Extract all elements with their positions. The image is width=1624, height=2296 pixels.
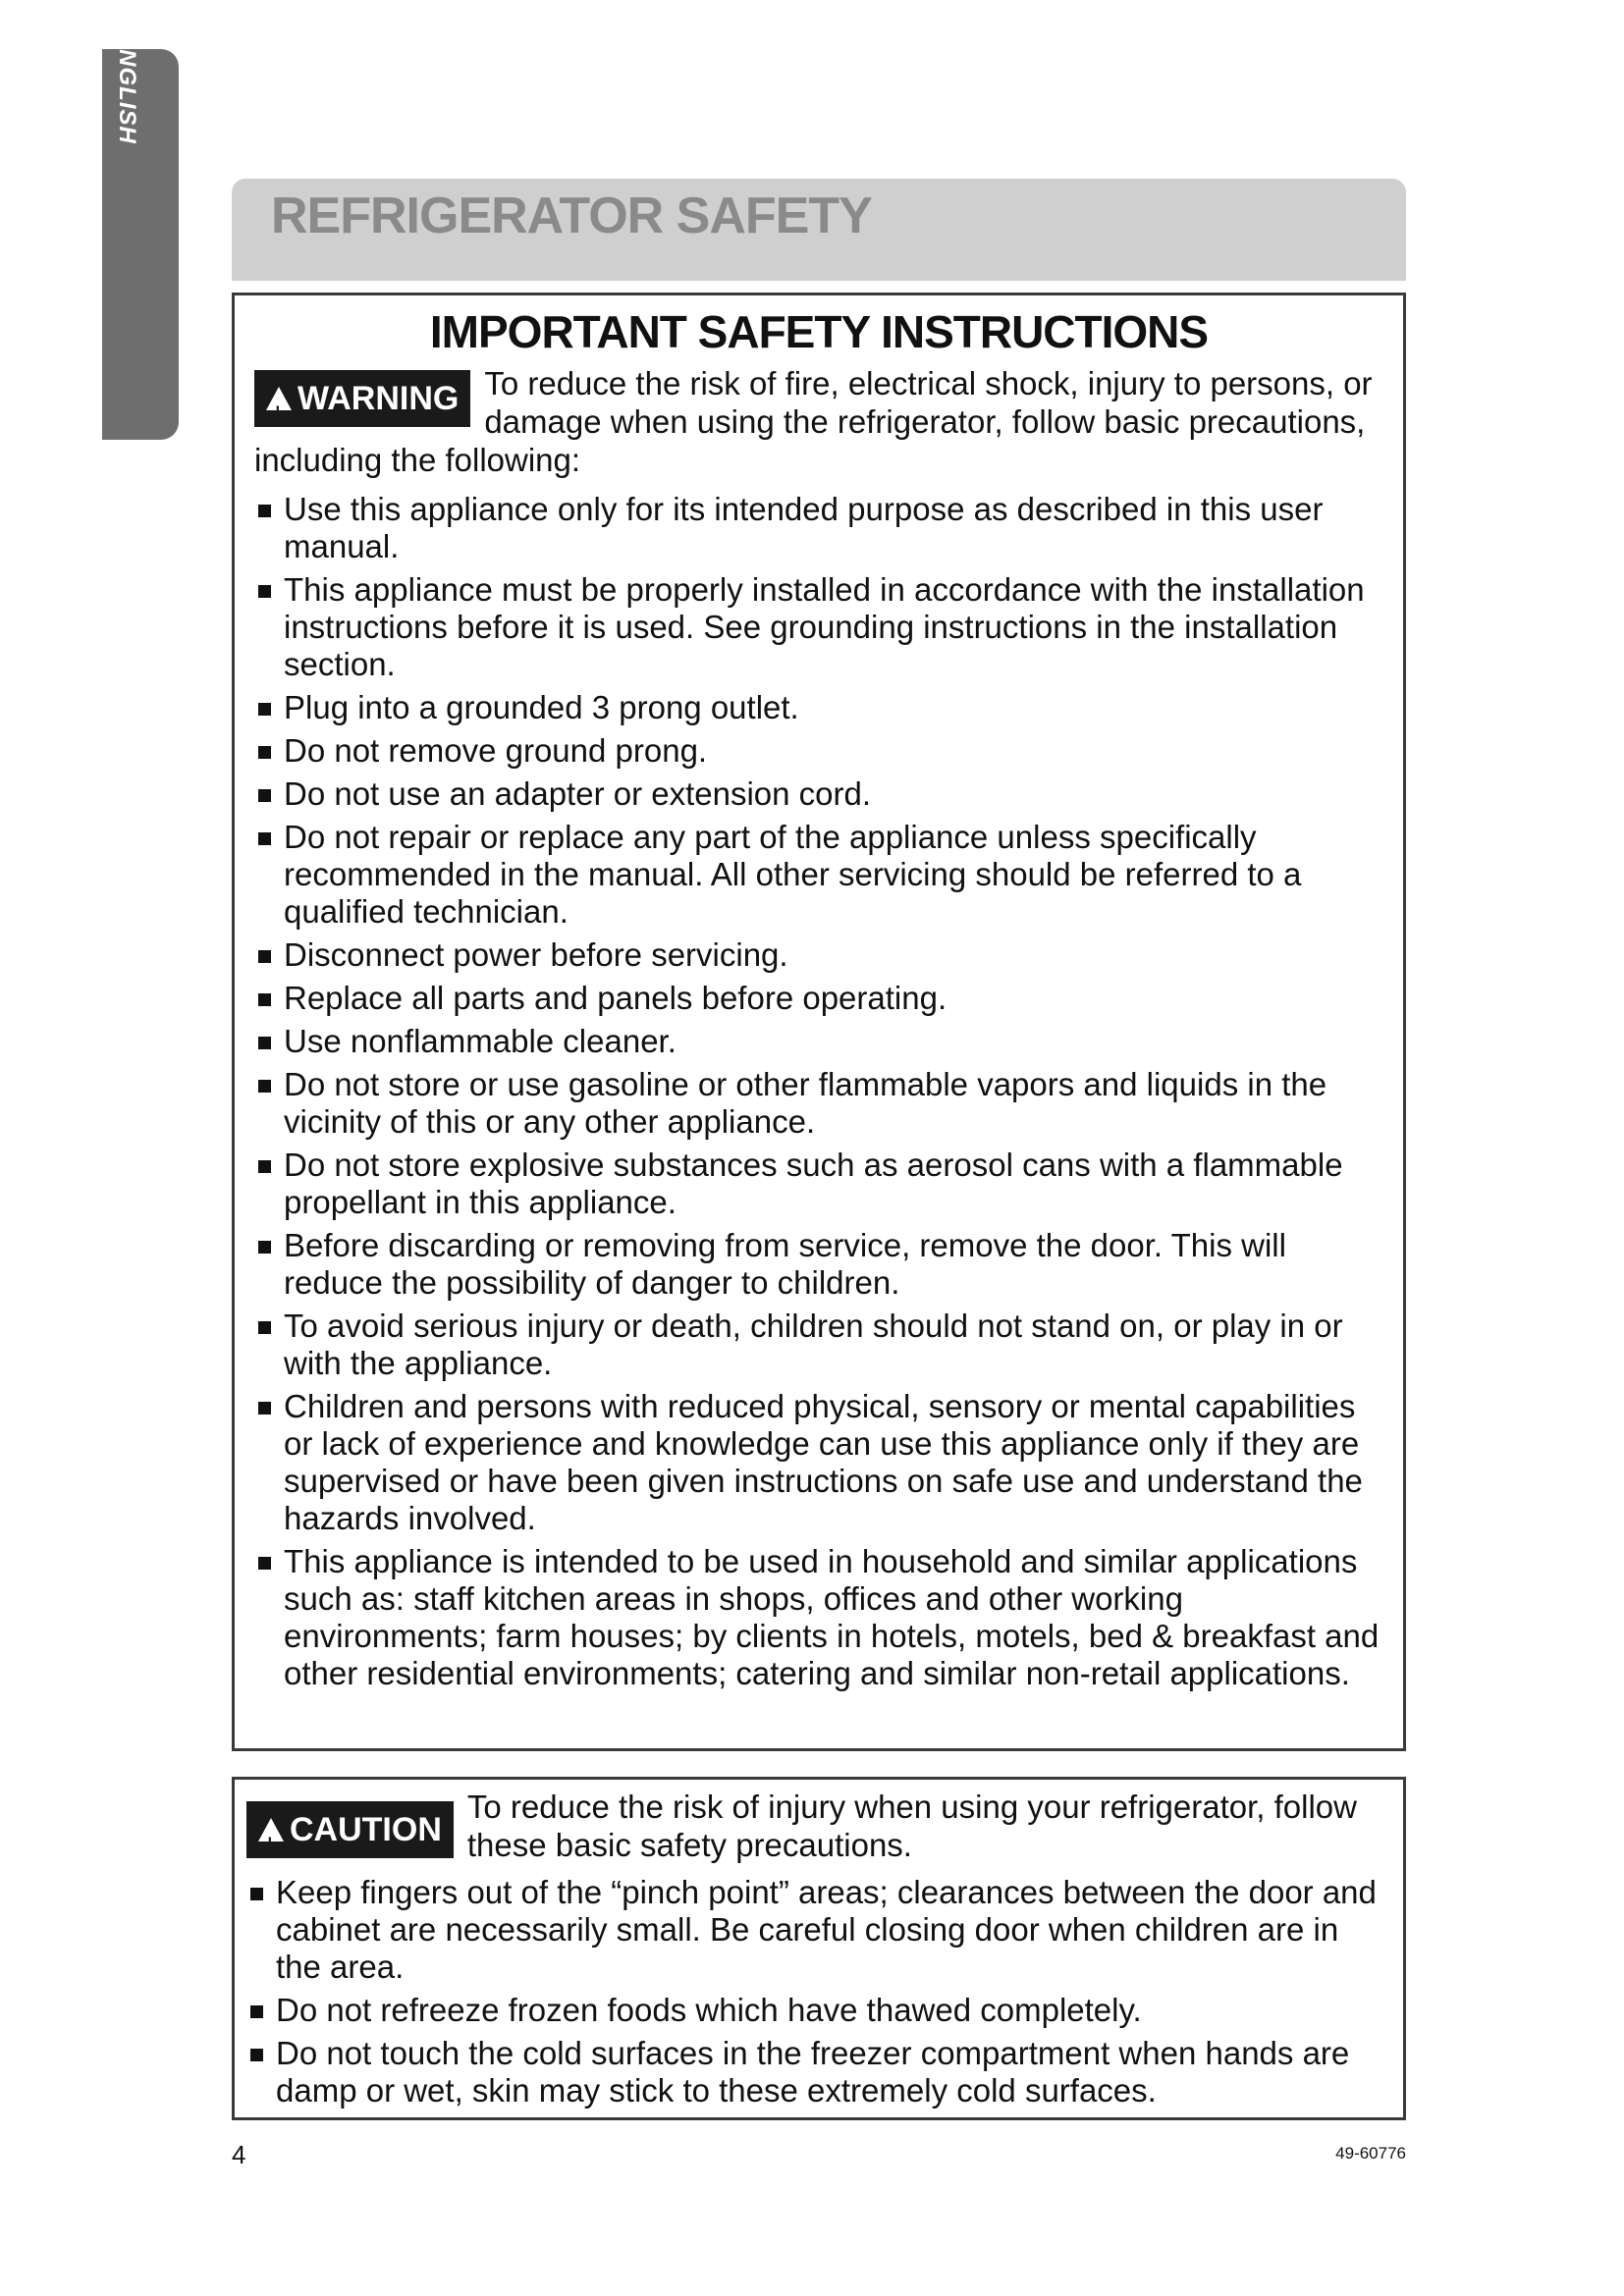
list-item: Use nonflammable cleaner.	[254, 1023, 1383, 1060]
list-item: Before discarding or removing from service, remove the door. This will reduce the possibility of danger to children.	[254, 1227, 1383, 1302]
safety-list	[254, 491, 1383, 1692]
list-item: Do not refreeze frozen foods which have thawed completely.	[246, 1992, 1383, 2029]
caution-triangle-icon	[258, 1818, 284, 1842]
caution-list	[246, 1874, 1383, 2109]
list-item: Keep fingers out of the “pinch point” areas; clearances between the door and cabinet are necessarily small. Be careful closing door when children are in the area.	[246, 1874, 1383, 1986]
important-safety-box	[232, 293, 1406, 1751]
warning-triangle-icon	[266, 387, 292, 410]
warning-label: WARNING	[298, 380, 460, 417]
list-item: Replace all parts and panels before operating.	[254, 980, 1383, 1017]
list-item: This appliance is intended to be used in household and similar applications such as: staff kitchen areas in shops, offices and other working environments; farm houses; by clients in hotels, motels, bed & breakfast and other residential environments; catering and similar non-retail applications.	[254, 1543, 1383, 1692]
list-item: This appliance must be properly installed in accordance with the installation instructions before it is used. See grounding instructions in the installation section.	[254, 571, 1383, 683]
list-item: Do not remove ground prong.	[254, 732, 1383, 770]
page-number: 4	[232, 2140, 246, 2169]
warning-badge	[254, 370, 470, 427]
language-label: ENGLISH	[114, 32, 140, 144]
caution-badge	[246, 1801, 454, 1858]
list-item: Children and persons with reduced physical, sensory or mental capabilities or lack of experience and knowledge can use this appliance only if they are supervised or have been given instructions on safe use and understand the hazards involved.	[254, 1388, 1383, 1537]
list-item: Do not repair or replace any part of the appliance unless specifically recommended in the manual. All other servicing should be referred to a qualified technician.	[254, 819, 1383, 931]
box-title: IMPORTANT SAFETY INSTRUCTIONS	[429, 306, 1209, 357]
document-number: 49-60776	[1335, 2144, 1406, 2163]
caution-label: CAUTION	[290, 1811, 442, 1848]
caution-box	[232, 1777, 1406, 2120]
list-item: Disconnect power before servicing.	[254, 936, 1383, 974]
list-item: Plug into a grounded 3 prong outlet.	[254, 689, 1383, 726]
list-item: Use this appliance only for its intended purpose as described in this user manual.	[254, 491, 1383, 565]
caution-intro: To reduce the risk of injury when using your refrigerator, follow these basic safety precautions.	[466, 1789, 1357, 1863]
list-item: Do not store explosive substances such as aerosol cans with a flammable propellant in this appliance.	[254, 1147, 1383, 1221]
list-item: Do not use an adapter or extension cord.	[254, 775, 1383, 813]
warning-intro: To reduce the risk of fire, electrical shock, injury to persons, or damage when using the refrigerator, follow basic precautions, including the following:	[254, 365, 1373, 478]
section-title: REFRIGERATOR SAFETY	[271, 187, 872, 244]
language-tab	[102, 32, 179, 440]
list-item: To avoid serious injury or death, children should not stand on, or play in or with the appliance.	[254, 1308, 1383, 1382]
section-header	[232, 179, 1406, 281]
list-item: Do not touch the cold surfaces in the freezer compartment when hands are damp or wet, skin may stick to these extremely cold surfaces.	[246, 2035, 1383, 2109]
list-item: Do not store or use gasoline or other flammable vapors and liquids in the vicinity of this or any other appliance.	[254, 1066, 1383, 1141]
